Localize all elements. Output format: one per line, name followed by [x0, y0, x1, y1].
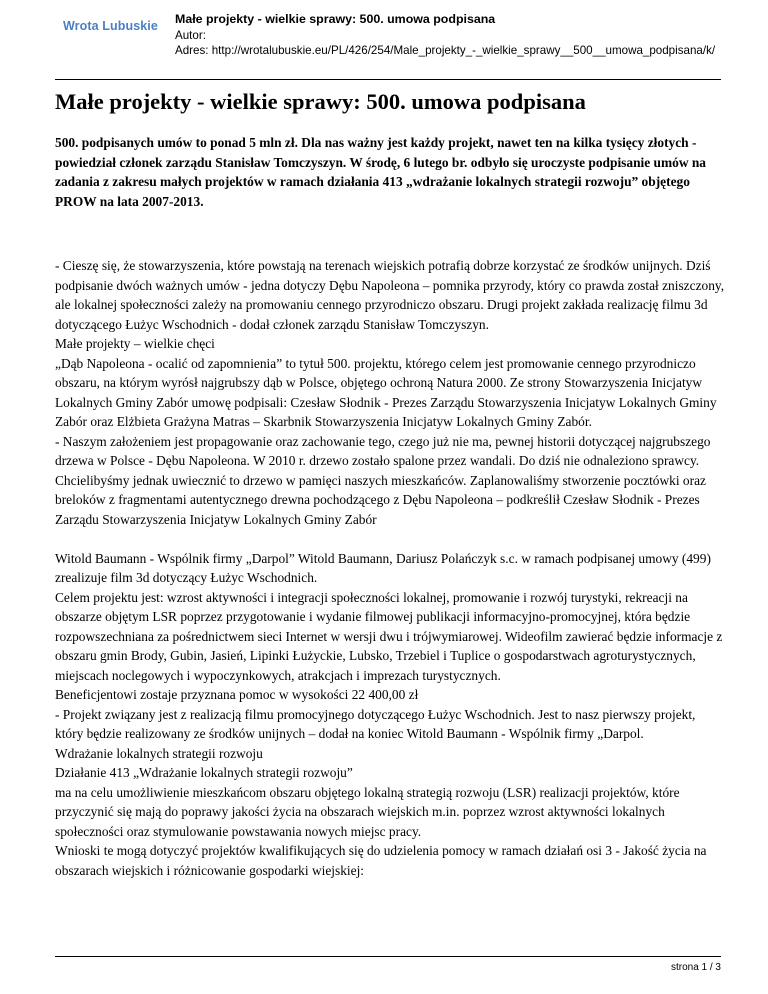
header-title: Małe projekty - wielkie sprawy: 500. umowa podpisana: [175, 12, 496, 26]
header-author: Autor:: [175, 28, 206, 42]
subheading: Małe projekty – wielkie chęci: [55, 336, 215, 351]
paragraph: Wnioski te mogą dotyczyć projektów kwalifikujących się do udzielenia pomocy w ramach działań osi 3 - Jakość życia na obszarach wiejskich i różnicowanie gospodarki wiejskiej:: [55, 843, 707, 878]
header-divider: [55, 79, 721, 80]
article-lead: 500. podpisanych umów to ponad 5 mln zł. Dla nas ważny jest każdy projekt, nawet ten na kilka tysięcy złotych - powiedział członek zarządu Stanisław Tomczyszyn. W środę, 6 lutego br. odbyło się uroczyste podpisanie umów na zadania z zakresu małych projektów w ramach działania 413 „wdrażanie lokalnych strategii rozwoju” objętego PROW na lata 2007-2013.: [55, 135, 706, 209]
paragraph: - Naszym założeniem jest propagowanie oraz zachowanie tego, czego już nie ma, pewnej historii dotyczącej najgrubszego drzewa w Polsce - Dębu Napoleona. W 2010 r. drzewo zostało spalone przez wandali. Do dziś nie odnaleziono sprawcy. Chcielibyśmy jednak uwiecznić to drzewo w pamięci naszych mieszkańców. Zaplanowaliśmy stworzenie pocztówki oraz breloków z fragmentami autentycznego drewna pochodzącego z Dębu Napoleona – podkreślił Czesław Słodnik - Prezes Zarządu Stowarzyszenia Inicjatyw Lokalnych Gminy Zabór: [55, 433, 711, 527]
footer-divider: [55, 956, 721, 957]
page-number: strona 1 / 3: [670, 962, 721, 973]
site-logo: Wrota Lubuskie: [63, 19, 158, 33]
paragraph: ma na celu umożliwienie mieszkańcom obszaru objętego lokalną strategią rozwoju (LSR) realizacji projektów, które przyczynić się mają do poprawy jakości życia na obszarach wiejskich m.in. poprzez wzrost aktywności lokalnych społeczności oraz stymulowanie powstawania nowych miejsc pracy.: [55, 784, 680, 839]
paragraph: Witold Baumann - Wspólnik firmy „Darpol” Witold Baumann, Dariusz Polańczyk s.c. w ramach podpisanej umowy (499) zrealizuje film 3d dotyczący Łużyc Wschodnich.: [55, 550, 711, 585]
paragraph: - Cieszę się, że stowarzyszenia, które powstają na terenach wiejskich potrafią dobrze korzystać ze środków unijnych. Dziś podpisanie dwóch ważnych umów - jedna dotyczy Dębu Napoleona – pomnika przyrody, który co prawda został zniszczony, ale lokalnej społeczności zależy na promowaniu cennego przyrodniczo obszaru. Drugi projekt zakłada realizację filmu 3d dotyczącego Łużyc Wschodnich - dodał członek zarządu Stanisław Tomczyszyn.: [55, 258, 725, 332]
paragraph-gap: [55, 529, 725, 549]
header-address: Adres: http://wrotalubuskie.eu/PL/426/254/Male_projekty_-_wielkie_sprawy__500__umowa_podpisana/k/: [175, 44, 716, 57]
paragraph: „Dąb Napoleona - ocalić od zapomnienia” to tytuł 500. projektu, którego celem jest promowanie cennego przyrodniczo obszaru, na którym wyrósł najgrubszy dąb w Polsce, objętego ochroną Natura 2000. Ze strony Stowarzyszenia Inicjatyw Lokalnych Gminy Zabór umowę podpisali: Czesław Słodnik - Prezes Zarządu Stowarzyszenia Inicjatyw Lokalnych Gminy Zabór oraz Elżbieta Grażyna Matras – Skarbnik Stowarzyszenia Inicjatyw Lokalnych Gminy Zabór.: [55, 355, 717, 429]
article-title: Małe projekty - wielkie sprawy: 500. umowa podpisana: [55, 89, 586, 114]
paragraph: Celem projektu jest: wzrost aktywności i integracji społeczności lokalnej, promowanie i rozwój turystyki, rekreacji na obszarze objętym LSR poprzez przygotowanie i wydanie filmowej publikacji informacyjno-promocyjnej, która będzie rozpowszechniana za pośrednictwem sieci Internet w wersji dwu i trójwymiarowej. Wideofilm zawierać będzie informacje z obszaru gmin Brody, Gubin, Jasień, Lipinki Łużyckie, Lubsko, Trzebiel i Tuplice o gospodarstwach agroturystycznych, miejscach noclegowych i wypoczynkowych, atrakcjach i imprezach turystycznych.: [55, 589, 723, 683]
article-body: [55, 256, 725, 880]
subheading: Działanie 413 „Wdrażanie lokalnych strategii rozwoju”: [55, 765, 353, 780]
document-header: [175, 12, 735, 59]
paragraph: Beneficjentowi zostaje przyznana pomoc w wysokości 22 400,00 zł: [55, 687, 419, 702]
subheading: Wdrażanie lokalnych strategii rozwoju: [55, 745, 263, 761]
paragraph: - Projekt związany jest z realizacją filmu promocyjnego dotyczącego Łużyc Wschodnich. Jest to nasz pierwszy projekt, który będzie realizowany ze środków unijnych – dodał na koniec Witold Baumann - Wspólnik firmy „Darpol.: [55, 706, 696, 741]
